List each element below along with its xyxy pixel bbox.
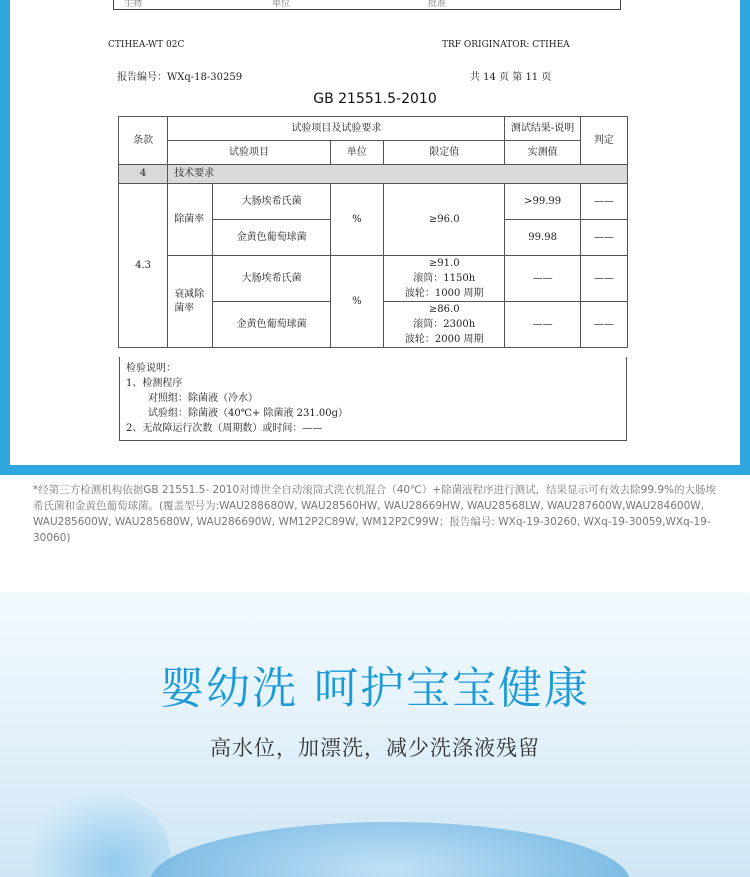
table-row xyxy=(119,256,628,302)
header-clause: 条款 xyxy=(119,117,168,165)
promo-banner xyxy=(0,592,750,877)
page-info: 共 14 页 第 11 页 xyxy=(470,72,552,83)
header-verdict: 判定 xyxy=(580,117,627,165)
top-partial-cell: 生物 xyxy=(124,0,143,9)
group-decay-sterilization-rate: 衰减除菌率 xyxy=(168,256,213,348)
item-saureus: 金黄色葡萄球菌 xyxy=(213,302,330,348)
water-splash-image xyxy=(30,792,170,877)
limit-86-value: ≥86.0 xyxy=(428,304,460,315)
promo-subtitle: 高水位，加漂洗，减少洗涤液残留 xyxy=(210,736,540,760)
value-dash: —— xyxy=(505,302,580,348)
header-measured: 实测值 xyxy=(505,141,580,165)
value-ecoli: >99.99 xyxy=(505,184,580,220)
technical-requirements: 技术要求 xyxy=(168,165,628,184)
limit-91 xyxy=(384,256,505,302)
standard-title: GB 21551.5-2010 xyxy=(313,91,437,107)
header-result-group: 测试结果-说明 xyxy=(505,117,580,141)
verdict-dash: —— xyxy=(580,184,627,220)
item-ecoli: 大肠埃希氏菌 xyxy=(213,256,330,302)
limit-91-pulsator: 波轮：1000 周期 xyxy=(404,288,484,299)
trf-originator: TRF ORIGINATOR: CTIHEA xyxy=(442,40,570,50)
header-item-group: 试验项目及试验要求 xyxy=(168,117,505,141)
notes-line: 2、无故障运行次数（周期数）或时间：—— xyxy=(126,423,323,434)
header-limit: 限定值 xyxy=(384,141,505,165)
top-partial-table xyxy=(113,0,621,10)
limit-86 xyxy=(384,302,505,348)
notes-line: 对照组：除菌液（冷水） xyxy=(148,393,258,404)
test-footnote: *经第三方检测机构依据GB 21551.5- 2010对博世全自动滚筒式洗衣机混合（40℃）+除菌液程序进行测试，结果显示可有效去除99.9%的大肠埃希氏菌和金黄色葡萄球菌。(覆盖型号为:WAU288680W, WAU28560HW, WAU28669HW, WAU28568LW, WAU287600W,WAU284600W, WAU285600W, WAU285680W, WAU286690W, WM12P2C89W, WM12P2C99W；报告编号: WXq-19-30260, WXq-19-30059,WXq-19-30060) xyxy=(33,484,717,544)
table-row xyxy=(119,165,628,184)
form-code: CTIHEA-WT 02C xyxy=(108,40,185,50)
test-results-table xyxy=(118,116,628,348)
clause-4: 4 xyxy=(119,165,168,184)
limit-91-drum: 滚筒：1150h xyxy=(413,273,476,284)
group-sterilization-rate: 除菌率 xyxy=(168,184,213,256)
clause-4-3: 4.3 xyxy=(119,184,168,348)
limit-86-drum: 滚筒：2300h xyxy=(413,319,476,330)
notes-line: 1、检测程序 xyxy=(126,378,183,389)
top-partial-cell: 批准 xyxy=(428,0,447,9)
inspection-notes xyxy=(119,357,627,441)
item-saureus: 金黄色葡萄球菌 xyxy=(213,220,330,256)
verdict-dash: —— xyxy=(580,302,627,348)
value-saureus: 99.98 xyxy=(505,220,580,256)
verdict-dash: —— xyxy=(580,220,627,256)
washer-drum-image xyxy=(150,822,630,877)
limit-91-value: ≥91.0 xyxy=(428,258,460,269)
top-partial-cell: 单位 xyxy=(272,0,291,9)
unit-percent: % xyxy=(330,256,383,348)
report-number: 报告编号：WXq-18-30259 xyxy=(117,72,243,83)
header-item: 试验项目 xyxy=(168,141,331,165)
value-dash: —— xyxy=(505,256,580,302)
item-ecoli: 大肠埃希氏菌 xyxy=(213,184,330,220)
notes-line: 试验组：除菌液（40℃+ 除菌液 231.00g） xyxy=(148,408,349,419)
table-row xyxy=(119,184,628,220)
header-unit: 单位 xyxy=(330,141,383,165)
limit-96: ≥96.0 xyxy=(384,184,505,256)
unit-percent: % xyxy=(330,184,383,256)
verdict-dash: —— xyxy=(580,256,627,302)
notes-line: 检验说明： xyxy=(126,363,176,374)
limit-86-pulsator: 波轮：2000 周期 xyxy=(404,334,484,345)
promo-slogan: 婴幼洗 呵护宝宝健康 xyxy=(160,663,590,714)
